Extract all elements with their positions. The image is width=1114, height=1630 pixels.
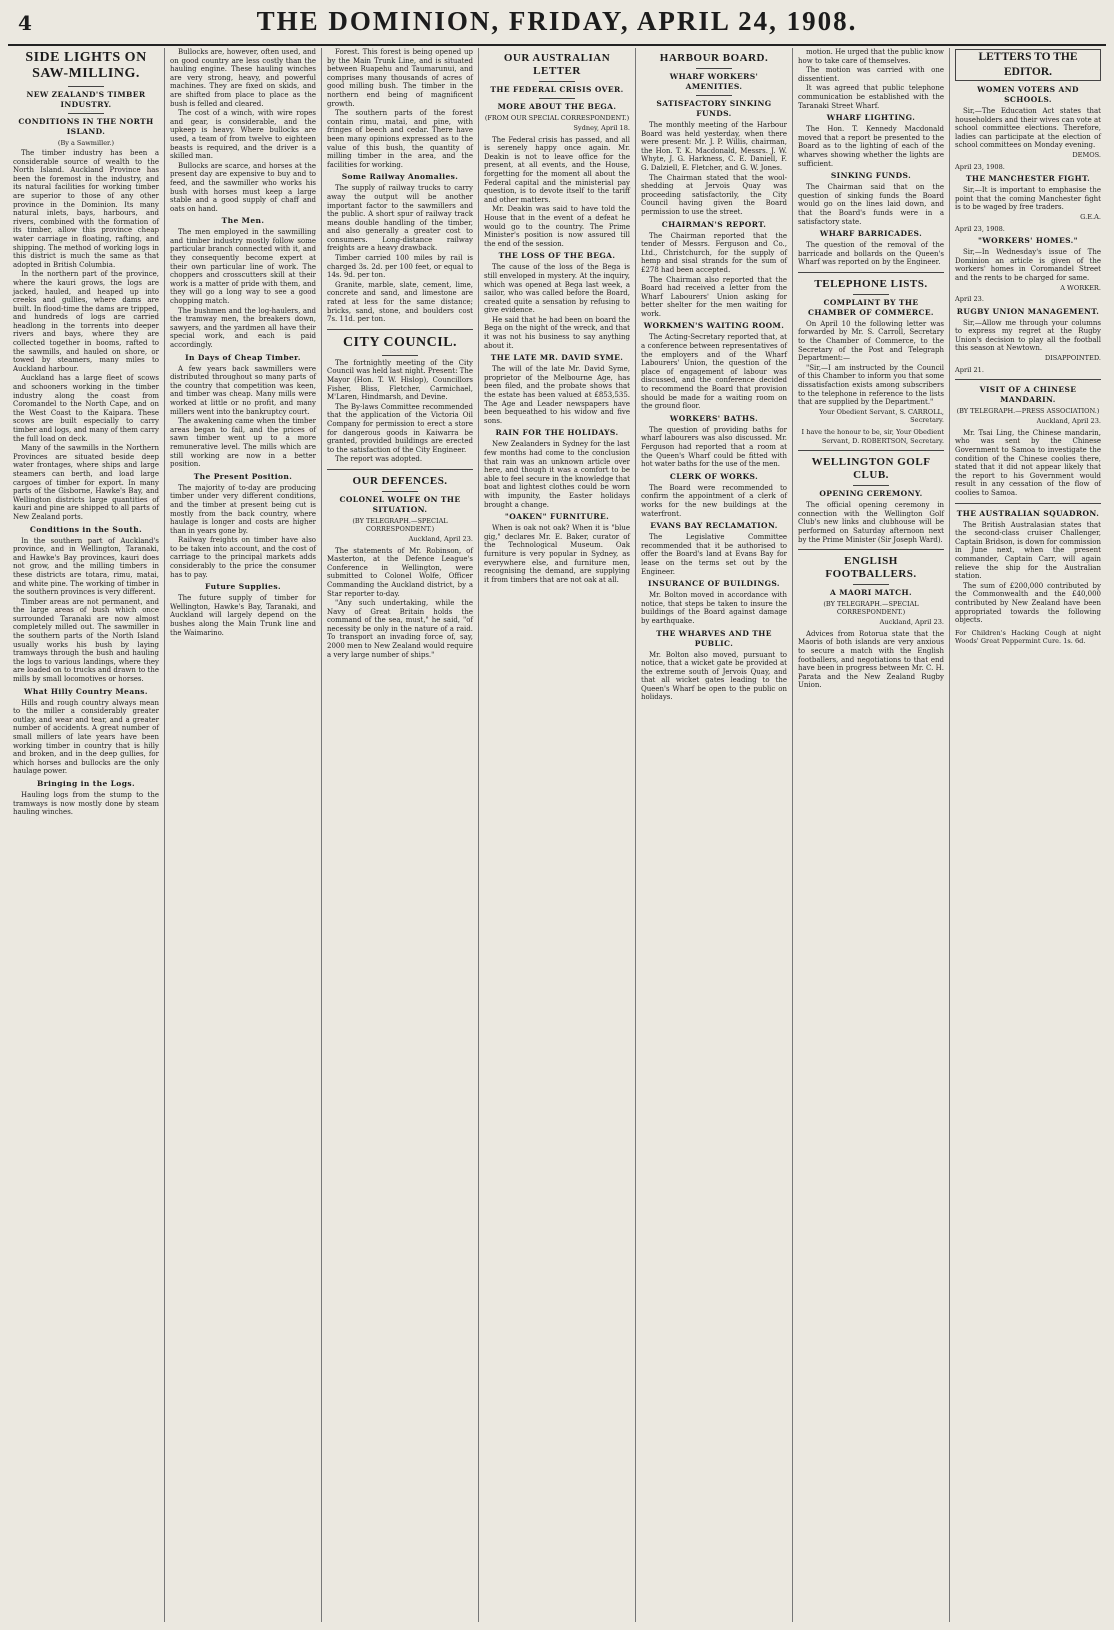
article-paragraph: Hills and rough country always mean to the miller a considerably greater outlay, and wear and tear, and a greater number of accidents. A great number of small millers of late years have been working timber in country that is hilly and broken, and in the deep gullies, for which horses and bullocks are the only haulage power. — [13, 698, 159, 776]
subhead-chamber-of-commerce: COMPLAINT BY THE CHAMBER OF COMMERCE. — [808, 297, 934, 317]
article-paragraph: The motion was carried with one dissentient. — [798, 66, 944, 83]
credit: (BY TELEGRAPH.—SPECIAL CORRESPONDENT.) — [352, 516, 448, 533]
article-paragraph: The Hon. T. Kennedy Macdonald moved that a report be presented to the Board as to the lighting of each of the wharves showing whether the lights are sufficient. — [798, 125, 944, 168]
subhead-timber-industry: NEW ZEALAND'S TIMBER INDUSTRY. — [26, 90, 146, 109]
dateline: Auckland, April 23. — [408, 534, 473, 543]
article-paragraph: On April 10 the following letter was forwarded by Mr. S. Carroll, Secretary to the Chamber of Commerce, to the Secretary of the Post and Telegraph Department:— — [798, 319, 944, 363]
article-paragraph: Mr. Bolton also moved, pursuant to notice, that a wicket gate be provided at the extreme south of Jervois Quay, and that all wicket gates leading to the Queen's Wharf be open to the public on holidays. — [641, 650, 787, 702]
article-paragraph: When is oak not oak? When it is "blue gig," declares Mr. E. Baker, curator of the Technological Museum. Oak furniture is very popular in Sydney, as everywhere else, and furniture men, recognising the demand, are supplying it from timbers that are not oak at all. — [484, 524, 630, 584]
section-heading: THE LOSS OF THE BEGA. — [498, 251, 616, 261]
subhead-colonel-wolfe: COLONEL WOLFE ON THE SITUATION. — [339, 494, 461, 514]
letter-heading: THE MANCHESTER FIGHT. — [965, 174, 1091, 184]
section-heading: INSURANCE OF BUILDINGS. — [648, 579, 780, 589]
signature: I have the honour to be, sir, Your Obedient Servant, D. ROBERTSON, Secretary. — [801, 428, 944, 445]
article-paragraph: The report was adopted. — [335, 455, 423, 464]
article-paragraph: Railway freights on timber have also to be taken into account, and the cost of carriage to the principal markets adds considerably to the price the consumer has to pay. — [170, 536, 316, 579]
article-paragraph: "Sir,—I am instructed by the Council of this Chamber to inform you that some dissatisfaction exists among subscribers to the telephone in reference to the lists that are supplied by the Department." — [798, 363, 944, 407]
byline: (By a Sawmiller.) — [57, 139, 115, 147]
article-paragraph: Bullocks are scarce, and horses at the present day are expensive to buy and to feed, and the sawmiller who works his bush with horses must keep a large stable and a good supply of chaff and oats on hand. — [170, 161, 316, 213]
article-paragraph: The Legislative Committee recommended that it be authorised to offer the Board's land at Evans Bay for lease on the terms set out by the Engineer. — [641, 533, 787, 576]
headline-australian-letter: OUR AUSTRALIAN LETTER — [503, 52, 611, 77]
credit: (BY TELEGRAPH.—PRESS ASSOCIATION.) — [956, 407, 1100, 416]
section-heading: SATISFACTORY SINKING FUNDS. — [656, 99, 772, 118]
section-heading: CLERK OF WORKS. — [669, 471, 759, 481]
headline-harbour-board: HARBOUR BOARD. — [659, 52, 769, 64]
article-paragraph: The Federal crisis has passed, and all is serenely happy once again. Mr. Deakin is not to leave office for the present, at all events, and the House, forgetting for the moment all about the Federal capital and the ministerial pay question, is to devote itself to the tariff and other matters. — [484, 135, 630, 204]
section-heading: Bringing in the Logs. — [37, 778, 135, 788]
article-paragraph: The Chairman stated that the wool-shedding at Jervois Quay was proceeding satisfactorily, the City Council having given the Board permission to use the street. — [641, 173, 787, 216]
section-heading: EVANS BAY RECLAMATION. — [650, 521, 778, 531]
article-paragraph: Mr. Deakin was said to have told the House that in the event of a defeat he would go to the country. The Prime Minister's position is now assured till the end of the session. — [484, 205, 630, 248]
article-paragraph: The question of providing baths for wharf labourers was also discussed. Mr. Ferguson had reported that a room at the Queen's Wharf could be fitted with hot water baths for the use of the men. — [641, 425, 787, 469]
subhead-federal-crisis: THE FEDERAL CRISIS OVER. — [490, 85, 624, 94]
article-paragraph: The southern parts of the forest contain rimu, matai, and pine, with fringes of beech and cedar. There have been many opinions expressed as to the value of this bush, the quantity of milling timber in the area, and the facilities for working. — [327, 109, 473, 169]
article-paragraph: It was agreed that public telephone communication be established with the Taranaki Street Wharf. — [798, 84, 944, 110]
column-5 — [636, 48, 793, 1622]
dateline: Auckland, April 23. — [1036, 417, 1101, 426]
headline-chinese-mandarin: VISIT OF A CHINESE MANDARIN. — [979, 385, 1077, 405]
headline-australian-squadron: THE AUSTRALIAN SQUADRON. — [956, 508, 1100, 518]
article-paragraph: The British Australasian states that the second-class cruiser Challenger, Captain Bridson, is down for commission in June next, when the present commander, Captain Carr, will again relieve the ship for the Australian station. — [955, 520, 1101, 581]
letter-date: April 21. — [955, 365, 984, 374]
signature: Your Obedient Servant, S. CARROLL, Secretary. — [819, 407, 944, 425]
headline-city-council: CITY COUNCIL. — [342, 334, 458, 350]
section-heading: Conditions in the South. — [29, 524, 143, 534]
article-paragraph: Hauling logs from the stump to the tramways is now mostly done by steam hauling winches. — [13, 790, 159, 817]
section-heading: "OAKEN" FURNITURE. — [504, 512, 610, 522]
letter-heading: "WORKERS' HOMES." — [978, 236, 1078, 246]
credit: (BY TELEGRAPH.—SPECIAL CORRESPONDENT.) — [823, 600, 919, 617]
column-4 — [479, 48, 636, 1622]
article-paragraph: The men employed in the sawmilling and timber industry mostly follow some particular branch connected with it, and they consequently become expert at their own particular line of work. The choppers and crosscutters skill at their work is a matter of pride with them, and they will go a long way to see a good chopping match. — [170, 228, 316, 306]
section-heading: Some Railway Anomalies. — [341, 172, 459, 182]
page-number: 4 — [18, 11, 32, 35]
letter-paragraph: Sir,—The Education Act states that householders and their wives can vote at school committee elections. Therefore, ladies can participate at the election of school committees on Monday evening. — [955, 107, 1101, 150]
article-paragraph: "Any such undertaking, while the Navy of Great Britain holds the command of the sea, must," he said, "of necessity be only in the nature of a raid. To transport an invading force of, say, 2000 men to New Zealand would require a very large number of ships." — [327, 599, 473, 659]
letter-paragraph: Sir,—Allow me through your columns to express my regret at the Rugby Union's decision to play all the football this season at Newtown. — [955, 318, 1101, 353]
article-paragraph: The future supply of timber for Wellington, Hawke's Bay, Taranaki, and Auckland will largely depend on the bushes along the Main Trunk line and the Waimarino. — [170, 594, 316, 637]
article-paragraph: The Board were recommended to confirm the appointment of a clerk of works for the new buildings at the waterfront. — [641, 483, 787, 518]
headline-saw-milling: SIDE LIGHTS ON SAW-MILLING. — [25, 50, 147, 81]
letter-heading: RUGBY UNION MANAGEMENT. — [956, 306, 1100, 316]
letter-date: April 23. — [955, 295, 984, 304]
subhead-wharf-workers: WHARF WORKERS' AMENITIES. — [669, 72, 759, 91]
column-6 — [793, 48, 950, 1622]
dateline: Auckland, April 23. — [879, 618, 944, 627]
article-paragraph: Timber areas are not permanent, and the large areas of bush which once surrounded Taranaki are now almost completely milled out. The sawmiller in the southern parts of the North Island usually works his bush by laying tramways through the bush and hauling the logs to various landings, where they are loaded on to trucks and drawn to the mills by small locomotives or horses. — [13, 597, 159, 684]
headline-our-defences: OUR DEFENCES. — [352, 474, 448, 487]
column-1 — [8, 48, 165, 1622]
column-2 — [165, 48, 322, 1622]
article-paragraph: Mr. Bolton moved in accordance with notice, that steps be taken to insure the buildings of the Board against damage by earthquake. — [641, 591, 787, 625]
headline-golf-club: WELLINGTON GOLF CLUB. — [811, 456, 931, 482]
article-paragraph: The sum of £200,000 contributed by the Commonwealth and the £40,000 contributed by New Zealand have been appropriated towards the following objects. — [955, 581, 1101, 625]
letter-paragraph: Sir,—It is important to emphasise the point that the coming Manchester fight is to be waged by free traders. — [955, 186, 1101, 212]
advertisement: For Children's Hacking Cough at night Woods' Great Peppermint Cure. 1s. 6d. — [955, 628, 1101, 646]
article-paragraph: The timber industry has been a considerable source of wealth to the North Island. Auckland Province has been the foremost in the industry, and its natural facilities for working timber are superior to those of any other province in the Dominion. Its many natural inlets, bays, harbours, and rivers, combined with the formation of its timber, allow this province cheap water carriage in floating, rafting, and shipping. The method of working logs in this district is much the same as that adopted in British Columbia. — [13, 149, 159, 269]
subhead-bega: MORE ABOUT THE BEGA. — [497, 102, 617, 111]
article-paragraph: The awakening came when the timber areas began to fail, and the prices of sawn timber went up to a more remunerative level. The mills which are still working are now in a better position. — [170, 417, 316, 469]
article-paragraph: motion. He urged that the public know how to take care of themselves. — [798, 48, 945, 65]
columns — [8, 48, 1106, 1622]
section-heading: WORKERS' BATHS. — [669, 413, 759, 423]
article-paragraph: Auckland has a large fleet of scows and schooners working in the timber industry along the coast from Coromandel to the North Cape, and on the West Coast to the Kaipara. These scows are built especially to carry timber and logs, and many of them carry the full load on deck. — [13, 374, 159, 443]
article-paragraph: The Chairman said that on the question of sinking funds the Board would go on the lines laid down, and that the Board's funds were in a satisfactory state. — [798, 183, 944, 226]
article-paragraph: The official opening ceremony in connection with the Wellington Golf Club's new links and clubhouse will be performed on Saturday afternoon next by the Prime Minister (Sir Joseph Ward). — [798, 501, 944, 544]
letters-to-editor-title: LETTERS TO THE EDITOR. — [955, 49, 1101, 81]
article-paragraph: He said that he had been on board the Bega on the night of the wreck, and that it was not his business to say anything about it. — [484, 315, 630, 350]
dateline: Sydney, April 18. — [573, 124, 630, 132]
article-paragraph: In the northern part of the province, where the kauri grows, the logs are jacked, hauled, and heaped up into creeks and gullies, where dams are built. In flood-time the dams are tripped, and hundreds of logs are carried headlong in the torrents into deeper rivers and bays, where they are collected together in booms, rafted to the sawmills, and hauled on shore, or towed by steamers, many miles to Auckland harbour. — [13, 270, 159, 373]
article-paragraph: The cause of the loss of the Bega is still enveloped in mystery. At the inquiry, which was opened at Bega last week, a sailor, who was called before the Board, created quite a sensation by refusing to give evidence. — [484, 263, 630, 315]
section-heading: The Present Position. — [193, 471, 293, 481]
section-heading: THE WHARVES AND THE PUBLIC. — [656, 628, 772, 648]
article-paragraph: The fortnightly meeting of the City Council was held last night. Present: The Mayor (Hon. T. W. Hislop), Councillors Fisher, Bliss, Fletcher, Carmichael, M'Laren, Hindmarsh, and Devine. — [327, 358, 473, 402]
article-paragraph: Many of the sawmills in the Northern Provinces are situated beside deep water frontages, where ships and large steamers can berth, and load large cargoes of timber for export. In many parts of the Gisborne, Hawke's Bay, and Wellington districts large quantities of kauri and pine are shipped to all parts of New Zealand ports. — [13, 444, 159, 521]
article-paragraph: The monthly meeting of the Harbour Board was held yesterday, when there were present: Mr. J. P. Willis, chairman, the Hon. T. K. Macdonald, Messrs. J. W. Whyte, J. G. Harkness, C. E. Daniell, F. G. Dalziell, E. Fletcher, and G. W. Jones. — [641, 121, 787, 172]
section-heading: RAIN FOR THE HOLIDAYS. — [495, 428, 619, 438]
article-paragraph: The Chairman also reported that the Board had received a letter from the Wharf Labourers' Union asking for better shelter for the men waiting for work. — [641, 275, 787, 318]
article-paragraph: Timber carried 100 miles by rail is charged 3s. 2d. per 100 feet, or equal to 14s. 9d. per ton. — [327, 254, 473, 280]
article-paragraph: Granite, marble, slate, cement, lime, concrete and sand, and limestone are rated at less for the same distance; bricks, sand, stone, and boulders cost 7s. 11d. per ton. — [327, 280, 473, 324]
article-paragraph: The Chairman reported that the tender of Messrs. Ferguson and Co., Ltd., Christchurch, for the supply of hemp and sisal strands for the sum of £278 had been accepted. — [641, 231, 787, 274]
section-heading: CHAIRMAN'S REPORT. — [661, 219, 767, 229]
section-heading: The Men. — [221, 216, 265, 226]
signature: DISAPPOINTED. — [1044, 354, 1101, 363]
article-paragraph: In the southern part of Auckland's province, and in Wellington, Taranaki, and Hawke's Bay provinces, kauri does not grow, and the milling timbers in these districts are totara, rimu, matai, and white pine. The working of timber in the southern provinces is very different. — [13, 536, 159, 597]
letter-heading: WOMEN VOTERS AND SCHOOLS. — [977, 85, 1079, 104]
article-paragraph: The supply of railway trucks to carry away the output will be another important factor to the sawmillers and the public. A short spur of railway track means double handling of the timber, and also generally a greater cost to consumers. Long-distance railway freights are a heavy drawback. — [327, 184, 473, 253]
article-paragraph: The cost of a winch, with wire ropes and gear, is considerable, and the upkeep is heavy. Where bullocks are used, a team of from twelve to eighteen beasts is required, and the driver is a skilled man. — [170, 109, 316, 161]
signature: DEMOS. — [1072, 150, 1101, 159]
subhead-opening-ceremony: OPENING CEREMONY. — [819, 489, 923, 499]
subhead-maori-match: A MAORI MATCH. — [830, 588, 912, 598]
article-paragraph: The bushmen and the log-haulers, and the tramway men, the breakers down, sawyers, and the yardmen all have their special work, and each is paid accordingly. — [170, 306, 316, 349]
column-3 — [322, 48, 479, 1622]
masthead — [8, 6, 1106, 46]
article-paragraph: The Acting-Secretary reported that, at a conference between representatives of the employers and of the Wharf Labourers' Union, the question of the place of engagement of labour was discussed, and the conference decided to recommend the Board that provision should be made for a waiting room on the ground floor. — [641, 333, 787, 411]
article-paragraph: The majority of to-day are producing timber under very different conditions, and the timber at present being cut is mostly from the back country, where haulage is longer and costs are higher than in years gone by. — [170, 483, 316, 535]
letter-paragraph: Sir,—In Wednesday's issue of The Dominion an article is given of the workers' homes in Coromandel Street and the rents to be charged for same. — [955, 248, 1101, 282]
section-heading: THE LATE MR. DAVID SYME. — [490, 353, 624, 363]
article-paragraph: A few years back sawmillers were distributed throughout so many parts of the country that competition was keen, and timber was cheap. Many mills were worked at little or no profit, and many millers went into the bankruptcy court. — [170, 364, 316, 416]
letter-date: April 23, 1908. — [955, 162, 1005, 171]
article-paragraph: New Zealanders in Sydney for the last few months had come to the conclusion that rain was an unknown article over here, and though it was a comfort to be able to feel secure in the knowledge that boat and lightest clothes could be worn with impunity, the Easter holidays brought a change. — [484, 440, 630, 509]
article-paragraph: The By-laws Committee recommended that the application of the Victoria Oil Company for permission to erect a store for dangerous goods in Kaiwarra be granted, provided buildings are erected to the satisfaction of the City Engineer. — [327, 402, 473, 454]
section-heading: SINKING FUNDS. — [830, 171, 912, 181]
headline-english-footballers: ENGLISH FOOTBALLERS. — [825, 555, 917, 581]
section-heading: What Hilly Country Means. — [24, 686, 148, 696]
column-7 — [950, 48, 1106, 1622]
section-heading: WHARF LIGHTING. — [826, 113, 916, 123]
letter-date: April 23, 1908. — [955, 224, 1005, 233]
section-heading: WORKMEN'S WAITING ROOM. — [643, 321, 785, 331]
signature: A WORKER. — [1060, 283, 1101, 292]
article-paragraph: The statements of Mr. Robinson, of Masterton, at the Defence League's Conference in Wellington, were submitted to Colonel Wolfe, Officer Commanding the Auckland district, by a Star reporter to-day. — [327, 546, 473, 598]
credit: (FROM OUR SPECIAL CORRESPONDENT.) — [484, 114, 630, 122]
signature: G.E.A. — [1080, 212, 1101, 221]
page-title: THE DOMINION, FRIDAY, APRIL 24, 1908. — [256, 6, 858, 36]
article-paragraph: Bullocks are, however, often used, and on good country are less costly than the hauling engine. These hauling winches are very strong, heavy, and powerful machines. They are fixed on skids, and are shifted from place to place as the bush is felled and cleared. — [170, 48, 316, 108]
section-heading: In Days of Cheap Timber. — [185, 352, 301, 362]
headline-telephone-lists: TELEPHONE LISTS. — [814, 277, 928, 290]
section-heading: WHARF BARRICADES. — [819, 229, 923, 239]
article-paragraph: Forest. This forest is being opened up by the Main Trunk Line, and is situated between Ruapehu and Taumarunui, and comprises many thousands of acres of good milling bush. The timber in the northern end being of magnificent growth. — [327, 48, 473, 108]
article-paragraph: Mr. Tsai Ling, the Chinese mandarin, who was sent by the Chinese Government to Samoa to investigate the condition of the Chinese coolies there, stated that it did not appear likely that the report to his Government would result in any cessation of the flow of coolies to Samoa. — [955, 428, 1101, 497]
article-paragraph: Advices from Rotorua state that the Maoris of both islands are very anxious to secure a match with the English footballers, and negotiations to that end have been in progress between Mr. C. H. Parata and the New Zealand Rugby Union. — [798, 629, 944, 690]
subhead-north-island: CONDITIONS IN THE NORTH ISLAND. — [18, 117, 154, 136]
article-paragraph: The will of the late Mr. David Syme, proprietor of the Melbourne Age, has been filed, and the probate shows that the estate has been valued at £853,535. The Age and Leader newspapers have been bequeathed to his widow and five sons. — [484, 365, 630, 425]
article-paragraph: The question of the removal of the barricade and bollards on the Queen's Wharf was reported on by the Engineer. — [798, 241, 944, 267]
section-heading: Future Supplies. — [205, 582, 281, 592]
